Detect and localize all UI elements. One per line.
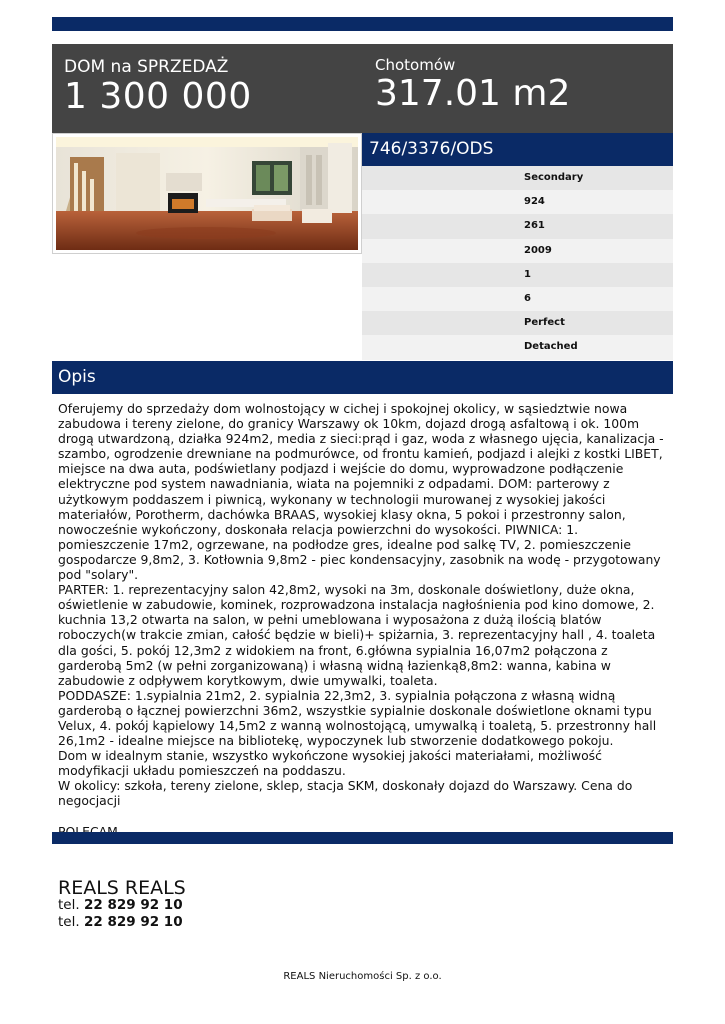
attribute-market: Secondary xyxy=(362,166,673,190)
listing-type: DOM na SPRZEDAŻ xyxy=(64,57,229,77)
description-heading: Opis xyxy=(52,361,673,394)
footer-company: REALS Nieruchomości Sp. z o.o. xyxy=(283,971,442,982)
attribute-year-built: 2009 xyxy=(362,239,673,263)
attribute-rooms: 6 xyxy=(362,287,673,311)
top-decor-bar xyxy=(52,17,673,31)
living-room-image xyxy=(56,137,358,250)
tel-label: tel. xyxy=(58,897,80,913)
bottom-decor-bar xyxy=(52,832,673,844)
description-text: Oferujemy do sprzedaży dom wolnostojący w cichej i spokojnej okolicy, w sąsiedztwie nowa zabudowa i tereny zielone, do granicy Warszawy ok 10km, dojazd drogą asfaltową i ok. 100m drogą utwardzoną, działka 924m2, media z sieci:prąd i gaz, woda z własnego ujęcia, kanalizacja - szambo, ogrodzenie drewniane na podmurówce, od frontu kamień, podjazd i alejki z kostki LIBET, miejsce na dwa auta, podświetlany podjazd i wejście do domu, wyprowadzone podłączenie elektryczne pod system nawadniania, wiata na pojemniki z odpadami. DOM: parterowy z użytkowym poddaszem i piwnicą, wykonany w technologii murowanej z wysokiej jakości materiałów, Porotherm, dachówka BRAAS, wysokiej klasy okna, 5 pokoi i przestronny salon, nowocześnie wykończony, doskonała relacja powierzchni do wysokości. PIWNICA: 1. pomieszczenie 17m2, ogrzewane, na podłodze gres, idealne pod salkę TV, 2. pomieszczenie gospodarcze 9,8m2, 3. Kotłownia 9,8m2 - piec kondensacyjny, zasobnik na wodę - przygotowany pod "solary". PARTER: 1. reprezentacyjny salon 42,8m2, wysoki na 3m, doskonale doświetlony, duże okna, oświetlenie w zabudowie, kominek, rozprowadzona instalacja nagłośnienia pod kino domowe, 2. kuchnia 13,2 otwarta na salon, w pełni umeblowana i wyposażona z dużą ilością blatów roboczych(w trakcie zmian, całość będzie w bieli)+ spiżarnia, 3. reprezentacyjny hall , 4. toaleta dla gości, 5. pokój 12,3m2 z widokiem na front, 6.główna sypialnia 16,07m2 połączona z garderobą 5m2 (w pełni zorganizowaną) i własną widną łazienką8,8m2: wanna, kabina w zabudowie z odpływem korytkowym, dwie umywalki, toaleta. PODDASZE: 1.sypialnia 21m2, 2. sypialnia 22,3m2, 3. sypialnia połączona z własną widną garderobą o łącznej powierzchni 36m2, wszystkie sypialnie doskonale doświetlone oknami typu Velux, 4. pokój kąpielowy 14,5m2 z wanną wolnostojącą, umywalką i toaletą, 5. przestronny hall 26,1m2 - idealne miejsce na bibliotekę, wypoczynek lub stworzenie dodatkowego pokoju. Dom w idealnym stanie, wszystko wykończone wysokiej jakości materiałami, możliwość modyfikacji układu pomieszczeń na poddaszu. W okolicy: szkoła, tereny zielone, sklep, stacja SKM, doskonały dojazd do Warszawy. Cena do negocjacji xyxy=(58,401,664,809)
property-photo xyxy=(52,133,362,254)
attribute-plot-area: 924 xyxy=(362,190,673,214)
listing-area: 317.01 m2 xyxy=(375,73,571,114)
listing-city: Chotomów xyxy=(375,56,456,74)
reference-number: 746/3376/ODS xyxy=(362,133,673,166)
agent-phone-2 xyxy=(58,914,183,930)
attribute-floors: 1 xyxy=(362,263,673,287)
attribute-usable-area: 261 xyxy=(362,214,673,238)
attribute-building-type: Detached xyxy=(362,335,673,359)
agent-phone-1 xyxy=(58,897,183,913)
tel-label: tel. xyxy=(58,914,80,930)
attribute-condition: Perfect xyxy=(362,311,673,335)
phone-number[interactable]: 22 829 92 10 xyxy=(83,914,183,930)
phone-number[interactable]: 22 829 92 10 xyxy=(83,897,183,913)
agent-name: REALS REALS xyxy=(58,877,186,899)
listing-price: 1 300 000 xyxy=(64,76,252,117)
attributes-table xyxy=(362,166,673,360)
listing-header xyxy=(52,44,673,133)
